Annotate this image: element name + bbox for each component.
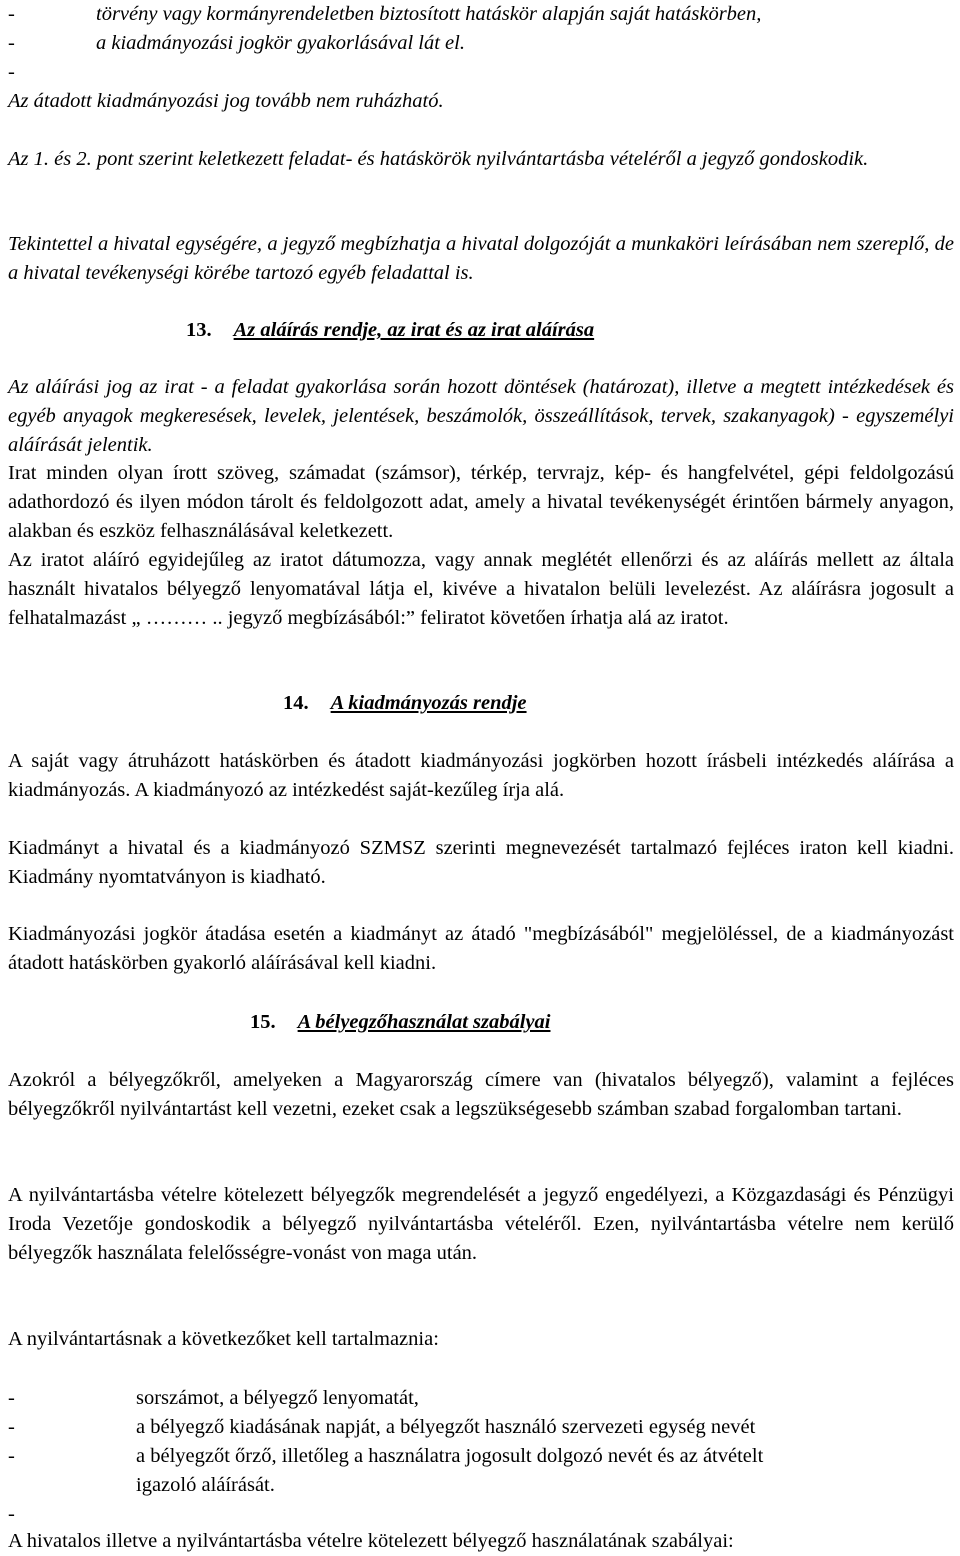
list-item-text: igazoló aláírását. xyxy=(136,1474,275,1496)
list-item-text: a bélyegző kiadásának napját, a bélyegzőt használó szervezeti egység nevét xyxy=(136,1416,756,1438)
list-dash: - xyxy=(8,1387,15,1409)
list-item-text: a kiadmányozási jogkör gyakorlásával lát el. xyxy=(96,32,465,54)
paragraph-document-definition: Irat minden olyan írott szöveg, számadat (számsor), térkép, tervrajz, kép- és hangfelvétel, gépi feldolgozású adathordozó és ilyen módon tárolt és feldolgozott adat, amely a hivatal tevékenységét érintően bármely anyagon, alakban és eszköz felhasználásával keletkezett. xyxy=(8,462,954,542)
section-15-heading xyxy=(250,1008,550,1037)
paragraph-assign: Tekintettel a hivatal egységére, a jegyző megbízhatja a hivatal dolgozóját a munkaköri leírásában nem szereplő, de a hivatal tevékenységi körébe tartozó egyéb feladattal is. xyxy=(8,233,954,284)
paragraph-stamps-2: A nyilvántartásba vételre kötelezett bélyegzők megrendelését a jegyző engedélyezi, a Közgazdasági és Pénzügyi Iroda Vezetője gondoskodik a bélyegző nyilvántartásba vételéről. Ezen, nyilvántartásba vételre nem kerülő bélyegzők használata felelősségre-vonást von maga után. xyxy=(8,1184,954,1264)
list-item xyxy=(8,1500,954,1529)
list-dash: - xyxy=(8,1416,15,1438)
paragraph-issuance-3: Kiadmányozási jogkör átadása esetén a kiadmányt az átadó "megbízásából" megjelöléssel, de a kiadmányozást átadott hatáskörben gyakorló aláírásával kell kiadni. xyxy=(8,923,954,974)
list-item-text: sorszámot, a bélyegző lenyomatát, xyxy=(136,1387,419,1409)
paragraph-signer: Az iratot aláíró egyidejűleg az iratot dátumozza, vagy annak meglétét ellenőrzi és az aláírás mellett az általa használt hivatalos bélyegző lenyomatával látja el, kivéve a hivatalon belüli levelezést. Az aláírásra jogosult a felhatalmazást „ ……… .. jegyző megbízásából:” feliratot követően írhatja alá az iratot. xyxy=(8,549,954,629)
list-dash: - xyxy=(8,32,15,54)
list-item-text: a bélyegzőt őrző, illetőleg a használatra jogosult dolgozó nevét és az átvételt xyxy=(136,1445,764,1467)
paragraph-issuance-2: Kiadmányt a hivatal és a kiadmányozó SZMSZ szerinti megnevezését tartalmazó fejléces iraton kell kiadni. Kiadmány nyomtatványon is kiadható. xyxy=(8,837,954,888)
list-dash: - xyxy=(8,3,15,25)
section-title: Az aláírás rendje, az irat és az irat aláírása xyxy=(233,319,595,341)
list-item-continuation xyxy=(8,1471,954,1500)
register-contents-list xyxy=(8,1384,954,1529)
paragraph-issuance-1: A saját vagy átruházott hatáskörben és átadott kiadmányozási jogkörben hozott írásbeli intézkedés aláírása a kiadmányozás. A kiadmányozó az intézkedést saját-kezűleg írja alá. xyxy=(8,750,954,801)
section-title: A kiadmányozás rendje xyxy=(330,692,527,714)
section-title: A bélyegzőhasználat szabályai xyxy=(297,1011,551,1033)
paragraph-stamps-1: Azokról a bélyegzőkről, amelyeken a Magyarország címere van (hivatalos bélyegző), valamint a fejléces bélyegzőkről nyilvántartást kell vezetni, ezeket csak a legszükségesebb számban szabad forgalomban tartani. xyxy=(8,1069,954,1120)
list-item xyxy=(8,1384,954,1413)
paragraph-no-transfer: Az átadott kiadmányozási jog tovább nem ruházható. xyxy=(8,90,444,112)
list-dash: - xyxy=(8,1445,15,1467)
section-number: 13. xyxy=(186,319,212,341)
list-item xyxy=(8,1442,954,1471)
top-list xyxy=(8,0,954,87)
paragraph-stamp-rules: A hivatalos illetve a nyilvántartásba vételre kötelezett bélyegző használatának szabályai: xyxy=(8,1530,734,1552)
paragraph-signature-definition: Az aláírási jog az irat - a feladat gyakorlása során hozott döntések (határozat), illetve a megtett intézkedések és egyéb anyagok megkeresések, levelek, jelentések, beszámolók, összeállítások, tervek, szakanyagok) - egyszemélyi aláírását jelentik. xyxy=(8,376,954,456)
list-item xyxy=(8,29,954,58)
section-14-heading xyxy=(283,689,527,718)
paragraph-records: Az 1. és 2. pont szerint keletkezett feladat- és hatáskörök nyilvántartásba vételéről a jegyző gondoskodik. xyxy=(8,148,869,170)
paragraph-register-contents: A nyilvántartásnak a következőket kell tartalmaznia: xyxy=(8,1328,439,1350)
list-dash: - xyxy=(8,61,15,83)
list-item xyxy=(8,0,954,29)
list-item xyxy=(8,58,954,87)
list-dash: - xyxy=(8,1503,15,1525)
section-number: 15. xyxy=(250,1011,276,1033)
list-item xyxy=(8,1413,954,1442)
section-number: 14. xyxy=(283,692,309,714)
list-item-text: törvény vagy kormányrendeletben biztosított hatáskör alapján saját hatáskörben, xyxy=(96,3,762,25)
section-13-heading xyxy=(186,316,594,345)
